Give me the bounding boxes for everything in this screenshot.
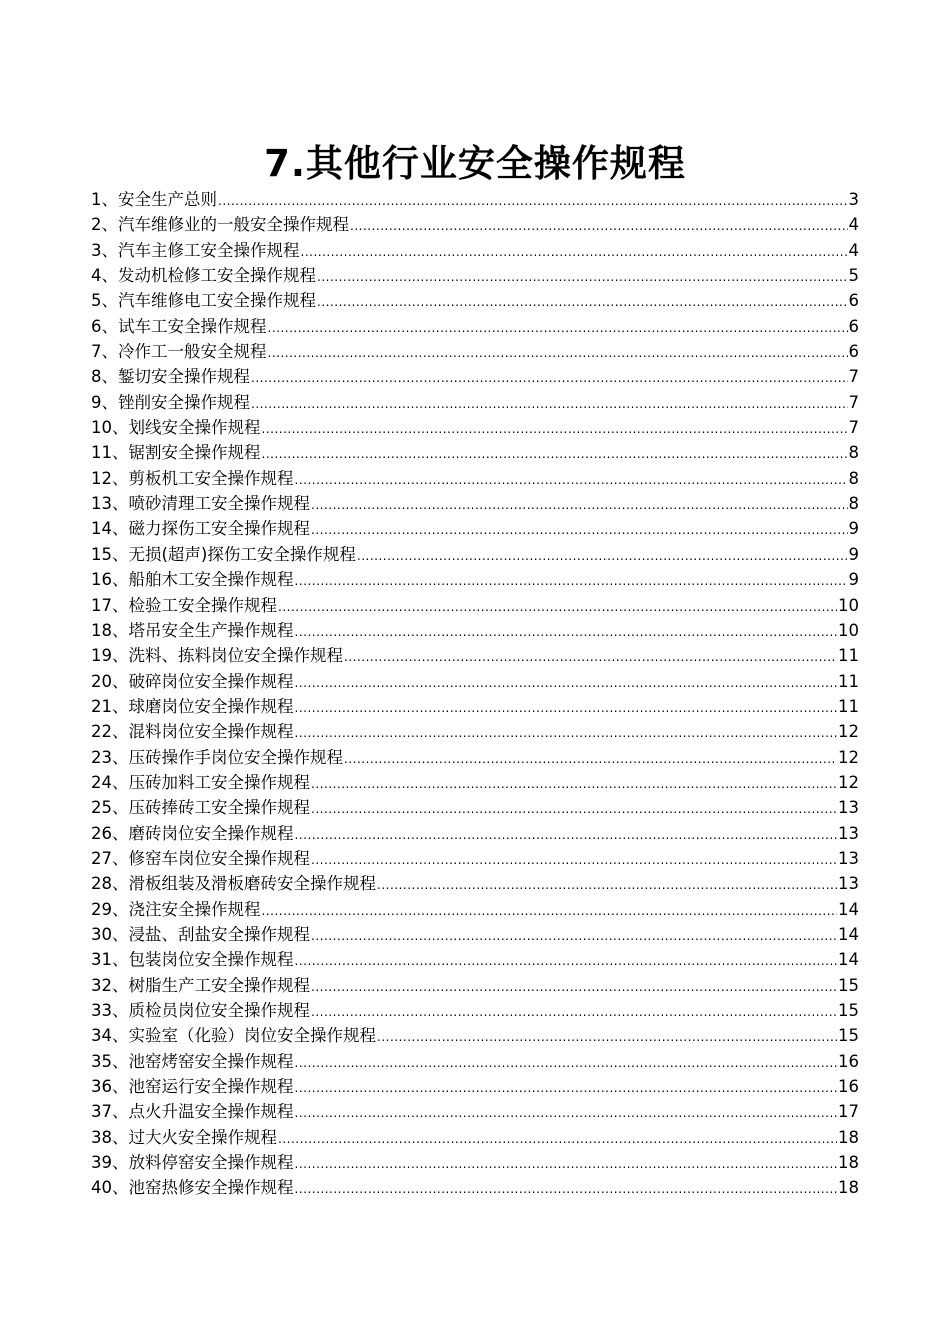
toc-entry-label: 11、锯割安全操作规程	[91, 443, 261, 463]
toc-entry-page-number: 7	[848, 418, 859, 438]
toc-entry-page-number: 14	[838, 950, 859, 970]
toc-entry[interactable]	[91, 288, 859, 313]
toc-entry[interactable]	[91, 314, 859, 339]
toc-entry-label: 4、发动机检修工安全操作规程	[91, 266, 316, 286]
toc-dot-leader	[295, 1101, 838, 1126]
toc-entry-label: 5、汽车维修电工安全操作规程	[91, 291, 316, 311]
toc-entry-label: 34、实验室（化验）岗位安全操作规程	[91, 1026, 376, 1046]
toc-entry-page-number: 15	[838, 1001, 859, 1020]
toc-entry[interactable]	[91, 1023, 859, 1048]
toc-entry-label: 19、洗料、拣料岗位安全操作规程	[91, 646, 343, 666]
toc-dot-leader	[295, 468, 848, 493]
toc-entry[interactable]	[91, 973, 859, 998]
toc-dot-leader	[251, 366, 848, 391]
document-title: 7.其他行业安全操作规程	[264, 142, 686, 185]
toc-entry[interactable]	[91, 516, 859, 541]
toc-entry[interactable]	[91, 770, 859, 795]
toc-entry-page-number: 16	[838, 1077, 859, 1097]
toc-dot-leader	[295, 1152, 838, 1177]
toc-entry[interactable]	[91, 440, 859, 465]
toc-entry-page-number: 18	[838, 1153, 859, 1173]
toc-dot-leader	[311, 493, 848, 518]
toc-entry-label: 18、塔吊安全生产操作规程	[91, 620, 294, 640]
toc-entry-page-number: 13	[838, 874, 859, 894]
toc-entry-page-number: 13	[838, 798, 859, 818]
toc-entry-label: 37、点火升温安全操作规程	[91, 1102, 294, 1122]
toc-dot-leader	[268, 316, 848, 341]
toc-entry-page-number: 4	[848, 215, 859, 235]
toc-entry-page-number: 18	[838, 1127, 859, 1147]
toc-entry-page-number: 3	[848, 190, 859, 209]
toc-entry-label: 28、滑板组装及滑板磨砖安全操作规程	[91, 874, 376, 894]
toc-entry-page-number: 10	[838, 595, 859, 615]
toc-entry-page-number: 6	[848, 342, 859, 362]
toc-dot-leader	[262, 442, 848, 467]
toc-entry[interactable]	[91, 745, 859, 770]
toc-entry-page-number: 5	[848, 266, 859, 286]
toc-entry-label: 15、无损(超声)探伤工安全操作规程	[91, 544, 356, 564]
toc-dot-leader	[278, 595, 837, 620]
toc-dot-leader	[311, 518, 848, 543]
toc-dot-leader	[311, 797, 837, 822]
toc-entry-label: 14、磁力探伤工安全操作规程	[91, 519, 310, 539]
toc-entry-label: 31、包装岗位安全操作规程	[91, 950, 294, 970]
toc-entry[interactable]	[91, 466, 859, 491]
toc-dot-leader	[357, 544, 848, 569]
toc-entry-page-number: 10	[838, 620, 859, 640]
toc-entry-label: 3、汽车主修工安全操作规程	[91, 240, 300, 260]
toc-dot-leader	[344, 747, 837, 772]
toc-entry-label: 27、修窑车岗位安全操作规程	[91, 848, 310, 868]
toc-entry-label: 1、安全生产总则	[91, 190, 217, 209]
toc-entry[interactable]	[91, 212, 859, 237]
toc-entry[interactable]	[91, 1074, 859, 1099]
toc-entry[interactable]	[91, 669, 859, 694]
table-of-contents	[91, 187, 859, 1201]
toc-entry-page-number: 12	[838, 772, 859, 792]
toc-dot-leader	[311, 1000, 837, 1025]
toc-entry-page-number: 8	[848, 494, 859, 514]
toc-dot-leader	[295, 949, 838, 974]
toc-dot-leader	[295, 1177, 838, 1202]
toc-dot-leader	[262, 899, 838, 924]
toc-entry-page-number: 18	[838, 1178, 859, 1198]
toc-entry-page-number: 17	[838, 1102, 859, 1122]
toc-entry-label: 24、压砖加料工安全操作规程	[91, 772, 310, 792]
toc-dot-leader	[311, 924, 837, 949]
toc-entry[interactable]	[91, 719, 859, 744]
toc-entry[interactable]	[91, 947, 859, 972]
toc-entry-label: 35、池窑烤窑安全操作规程	[91, 1051, 294, 1071]
toc-entry-label: 16、船舶木工安全操作规程	[91, 570, 294, 590]
toc-dot-leader	[311, 772, 837, 797]
toc-entry-label: 22、混料岗位安全操作规程	[91, 722, 294, 742]
toc-entry-page-number: 6	[848, 291, 859, 311]
toc-entry-label: 23、压砖操作手岗位安全操作规程	[91, 747, 343, 767]
toc-dot-leader	[295, 721, 838, 746]
toc-entry-page-number: 14	[838, 899, 859, 919]
toc-entry[interactable]	[91, 1175, 859, 1200]
toc-entry[interactable]	[91, 491, 859, 516]
toc-entry-page-number: 11	[838, 646, 859, 666]
toc-entry-label: 2、汽车维修业的一般安全操作规程	[91, 215, 349, 235]
toc-dot-leader	[344, 645, 837, 670]
toc-entry[interactable]	[91, 364, 859, 389]
toc-entry[interactable]	[91, 390, 859, 415]
toc-entry-label: 17、检验工安全操作规程	[91, 595, 277, 615]
toc-dot-leader	[301, 240, 848, 265]
toc-dot-leader	[268, 341, 848, 366]
toc-entry[interactable]	[91, 238, 859, 263]
toc-dot-leader	[251, 392, 848, 417]
toc-entry[interactable]	[91, 998, 859, 1023]
toc-entry-page-number: 13	[838, 823, 859, 843]
toc-dot-leader	[295, 823, 838, 848]
toc-entry-label: 33、质检员岗位安全操作规程	[91, 1001, 310, 1020]
toc-dot-leader	[278, 1127, 837, 1152]
toc-entry-page-number: 12	[838, 747, 859, 767]
toc-dot-leader	[377, 1025, 837, 1050]
toc-entry[interactable]	[91, 542, 859, 567]
toc-entry[interactable]	[91, 593, 859, 618]
toc-entry-page-number: 11	[838, 671, 859, 691]
toc-entry-page-number: 8	[848, 468, 859, 488]
toc-dot-leader	[295, 569, 848, 594]
toc-entry-label: 13、喷砂清理工安全操作规程	[91, 494, 310, 514]
toc-dot-leader	[295, 671, 838, 696]
toc-entry-label: 9、锉削安全操作规程	[91, 392, 250, 412]
toc-dot-leader	[317, 290, 848, 315]
toc-entry-label: 32、树脂生产工安全操作规程	[91, 975, 310, 995]
toc-entry[interactable]	[91, 846, 859, 871]
toc-entry[interactable]	[91, 1099, 859, 1124]
toc-entry-label: 29、浇注安全操作规程	[91, 899, 261, 919]
toc-entry-page-number: 12	[838, 722, 859, 742]
toc-entry-label: 26、磨砖岗位安全操作规程	[91, 823, 294, 843]
toc-dot-leader	[377, 873, 837, 898]
toc-entry-page-number: 16	[838, 1051, 859, 1071]
toc-entry[interactable]	[91, 795, 859, 820]
toc-entry[interactable]	[91, 821, 859, 846]
toc-entry-label: 38、过大火安全操作规程	[91, 1127, 277, 1147]
toc-entry[interactable]	[91, 567, 859, 592]
toc-entry[interactable]	[91, 1049, 859, 1074]
toc-dot-leader	[311, 848, 837, 873]
toc-entry-page-number: 13	[838, 848, 859, 868]
toc-entry-label: 7、冷作工一般安全规程	[91, 342, 267, 362]
toc-dot-leader	[295, 620, 838, 645]
toc-dot-leader	[317, 265, 848, 290]
toc-entry[interactable]	[91, 415, 859, 440]
toc-entry-label: 20、破碎岗位安全操作规程	[91, 671, 294, 691]
toc-entry[interactable]	[91, 618, 859, 643]
toc-entry-label: 10、划线安全操作规程	[91, 418, 261, 438]
toc-entry[interactable]	[91, 643, 859, 668]
toc-entry-label: 40、池窑热修安全操作规程	[91, 1178, 294, 1198]
toc-entry-label: 12、剪板机工安全操作规程	[91, 468, 294, 488]
toc-entry-page-number: 4	[848, 240, 859, 260]
toc-entry[interactable]	[91, 339, 859, 364]
toc-dot-leader	[295, 696, 838, 721]
toc-entry-label: 21、球磨岗位安全操作规程	[91, 696, 294, 716]
toc-entry-label: 36、池窑运行安全操作规程	[91, 1077, 294, 1097]
toc-entry-label: 25、压砖捧砖工安全操作规程	[91, 798, 310, 818]
toc-entry-page-number: 15	[838, 1026, 859, 1046]
toc-entry-label: 39、放料停窑安全操作规程	[91, 1153, 294, 1173]
toc-entry[interactable]	[91, 922, 859, 947]
toc-dot-leader	[350, 214, 848, 239]
toc-entry-page-number: 8	[848, 443, 859, 463]
toc-entry-page-number: 9	[848, 570, 859, 590]
toc-dot-leader	[218, 189, 848, 214]
toc-entry-page-number: 9	[848, 544, 859, 564]
toc-entry-page-number: 15	[838, 975, 859, 995]
toc-entry-label: 6、试车工安全操作规程	[91, 316, 267, 336]
toc-entry[interactable]	[91, 871, 859, 896]
toc-entry-page-number: 7	[848, 367, 859, 387]
toc-dot-leader	[295, 1051, 838, 1076]
toc-entry[interactable]	[91, 263, 859, 288]
toc-dot-leader	[295, 1076, 838, 1101]
toc-entry-page-number: 11	[838, 696, 859, 716]
toc-entry-page-number: 7	[848, 392, 859, 412]
toc-entry[interactable]	[91, 1150, 859, 1175]
toc-entry[interactable]	[91, 187, 859, 212]
toc-entry-page-number: 6	[848, 316, 859, 336]
toc-entry[interactable]	[91, 1125, 859, 1150]
toc-dot-leader	[262, 417, 848, 442]
toc-entry[interactable]	[91, 897, 859, 922]
toc-dot-leader	[311, 975, 837, 1000]
toc-entry-label: 8、錾切安全操作规程	[91, 367, 250, 387]
toc-entry-page-number: 9	[848, 519, 859, 539]
toc-entry-label: 30、浸盐、刮盐安全操作规程	[91, 924, 310, 944]
toc-entry-page-number: 14	[838, 924, 859, 944]
toc-entry[interactable]	[91, 694, 859, 719]
